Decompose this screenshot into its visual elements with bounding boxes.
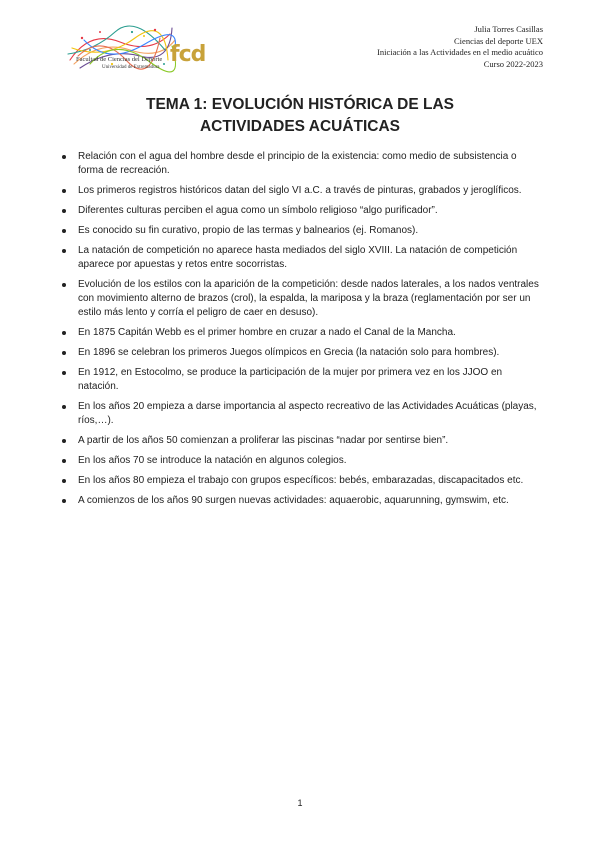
bullet-icon [62,189,66,193]
list-item-text: Los primeros registros históricos datan del siglo VI a.C. a través de pinturas, grabados y jeroglíficos. [78,185,522,196]
bullet-icon [62,155,66,159]
header-course: Curso 2022-2023 [483,58,543,69]
bullet-icon [62,439,66,443]
list-item-text: En 1875 Capitán Webb es el primer hombre en cruzar a nado el Canal de la Mancha. [78,327,456,338]
list-item-text: En 1896 se celebran los primeros Juegos olímpicos en Grecia (la natación solo para hombres). [78,347,500,358]
bullet-icon [62,209,66,213]
list-item-text: En los años 20 empieza a darse importancia al aspecto recreativo de las Actividades Acuáticas (playas, ríos,…). [78,401,537,426]
list-item [60,494,540,508]
title-line-2: ACTIVIDADES ACUÁTICAS [199,118,401,135]
bullet-icon [62,499,66,503]
list-item [60,326,540,340]
list-item [60,244,540,272]
list-item-text: Es conocido su fin curativo, propio de las termas y balnearios (ej. Romanos). [78,225,419,236]
list-item-text: A partir de los años 50 comienzan a proliferar las piscinas “nadar por sentirse bien”. [78,435,449,446]
list-item [60,184,540,198]
list-item [60,346,540,360]
list-item [60,434,540,448]
logo-line-faculty: Facultad de Ciencias del Deporte [76,56,163,63]
list-item [60,278,540,320]
bullet-icon [62,371,66,375]
bullet-icon [62,405,66,409]
list-item-text: Relación con el agua del hombre desde el principio de la existencia: como medio de subsistencia o forma de recreación. [78,151,517,176]
list-item-text: Diferentes culturas perciben el agua como un símbolo religioso “algo purificador”. [78,205,438,216]
header-author: Julia Torres Casillas [474,24,543,34]
logo-caption [76,56,162,72]
bullet-icon [62,459,66,463]
list-item [60,474,540,488]
logo-fcd-mark: fcd [170,42,206,67]
bullet-list [60,150,540,514]
logo-line-university: Universidad de Extremadura [102,65,160,70]
bullet-icon [62,249,66,253]
list-item-text: En los años 70 se introduce la natación en algunos colegios. [78,455,347,466]
list-item [60,454,540,468]
list-item [60,366,540,394]
document-header [377,24,543,70]
list-item-text: La natación de competición no aparece hasta mediados del siglo XVIII. La natación de competición aparece por apuestas y retos entre socorristas. [78,245,518,270]
header-subject: Iniciación a las Actividades en el medio acuático [377,47,543,57]
list-item [60,224,540,238]
bullet-icon [62,229,66,233]
list-item [60,150,540,178]
list-item-text: En los años 80 empieza el trabajo con grupos específicos: bebés, embarazadas, discapacitados etc. [78,475,524,486]
bullet-icon [62,331,66,335]
page-title [0,94,600,138]
list-item [60,204,540,218]
bullet-icon [62,283,66,287]
list-item-text: A comienzos de los años 90 surgen nuevas actividades: aquaerobic, aquarunning, gymswim, etc. [78,495,509,506]
list-item-text: En 1912, en Estocolmo, se produce la participación de la mujer por primera vez en los JJOO en natación. [78,367,503,392]
title-line-1: TEMA 1: EVOLUCIÓN HISTÓRICA DE LAS [145,96,454,113]
bullet-icon [62,479,66,483]
header-degree: Ciencias del deporte UEX [454,35,543,46]
list-item [60,400,540,428]
list-item-text: Evolución de los estilos con la aparición de la competición: desde nados laterales, a los nados ventrales con movimiento alterno de brazos (crol), la espalda, la mariposa y la braza (reglamentación por ser un estilo más lento y corría el peligro de caer en desuso). [78,279,539,318]
page-number: 1 [297,798,303,808]
bullet-icon [62,351,66,355]
